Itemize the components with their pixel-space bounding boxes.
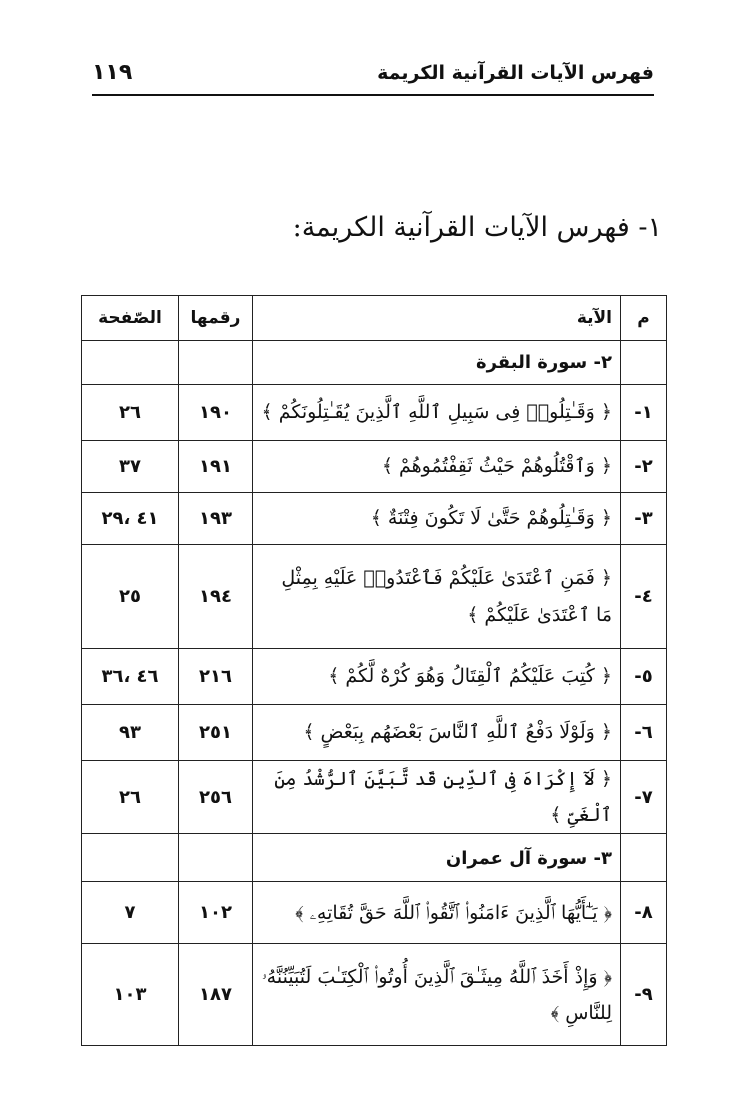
page-cell: ٤١ ،٢٩ [82, 493, 179, 545]
surah-title: ٣- سورة آل عمران [445, 847, 612, 869]
table-header-row [82, 296, 667, 341]
page-cell: ٤٦ ،٣٦ [82, 649, 179, 705]
table-row [82, 882, 667, 944]
page-number: ١١٩ [92, 60, 133, 85]
number-cell: ١٩٣ [179, 493, 253, 545]
verse-cell: ﴿ يَـٰٓأَيُّهَا ٱلَّذِينَ ءَامَنُوا۟ ٱتَّقُوا۟ ٱللَّهَ حَقَّ تُقَاتِهِۦ ﴾ [253, 882, 621, 944]
number-cell: ٢٥٦ [179, 761, 253, 834]
index-cell: ٩- [621, 944, 667, 1046]
column-header-verse: الآية [253, 296, 621, 341]
page-cell: ٢٥ [82, 545, 179, 649]
number-cell [179, 341, 253, 385]
page-cell: ٩٣ [82, 705, 179, 761]
verse-cell: ﴿ لَآ إِكْرَاهَ فِى ٱلدِّينِ قَد تَّبَيَّنَ ٱلرُّشْدُ مِنَ ٱلْغَىِّ ﴾ [253, 761, 621, 834]
number-cell: ١٩٠ [179, 385, 253, 441]
surah-row [82, 834, 667, 882]
index-cell [621, 834, 667, 882]
table-row [82, 493, 667, 545]
table-row [82, 545, 667, 649]
verse-cell: ﴿ وَإِذْ أَخَذَ ٱللَّهُ مِيثَـٰقَ ٱلَّذِينَ أُوتُوا۟ ٱلْكِتَـٰبَ لَتُبَيِّنُنَّهُۥ لِلنَّاسِ ﴾ [253, 944, 621, 1046]
index-cell: ٧- [621, 761, 667, 834]
table-row [82, 944, 667, 1046]
verse-index-table [81, 295, 667, 1046]
page-cell: ١٠٣ [82, 944, 179, 1046]
verse-cell: ﴿ وَٱقْتُلُوهُمْ حَيْثُ ثَقِفْتُمُوهُمْ ﴾ [253, 441, 621, 493]
index-cell [621, 341, 667, 385]
index-cell: ٥- [621, 649, 667, 705]
section-heading: ١- فهرس الآيات القرآنية الكريمة: [292, 212, 662, 243]
number-cell [179, 834, 253, 882]
page-header [92, 56, 654, 96]
index-cell: ٢- [621, 441, 667, 493]
page-cell: ٢٦ [82, 385, 179, 441]
index-cell: ٣- [621, 493, 667, 545]
number-cell: ١٩٤ [179, 545, 253, 649]
page-cell: ٢٦ [82, 761, 179, 834]
column-header-index: م [621, 296, 667, 341]
table-body [82, 341, 667, 1046]
verse-cell: ﴿ وَلَوْلَا دَفْعُ ٱللَّهِ ٱلنَّاسَ بَعْضَهُم بِبَعْضٍ ﴾ [253, 705, 621, 761]
page-cell [82, 341, 179, 385]
page-cell: ٧ [82, 882, 179, 944]
surah-title: ٢- سورة البقرة [475, 352, 612, 374]
surah-title-cell [253, 834, 621, 882]
table-row [82, 441, 667, 493]
verse-cell: ﴿ كُتِبَ عَلَيْكُمُ ٱلْقِتَالُ وَهُوَ كُرْهٌ لَّكُمْ ﴾ [253, 649, 621, 705]
index-cell: ١- [621, 385, 667, 441]
number-cell: ١٨٧ [179, 944, 253, 1046]
verse-cell: ﴿ فَمَنِ ٱعْتَدَىٰ عَلَيْكُمْ فَٱعْتَدُوا۟ عَلَيْهِ بِمِثْلِ مَا ٱعْتَدَىٰ عَلَيْكُمْ ﴾ [253, 545, 621, 649]
verse-cell: ﴿ وَقَـٰتِلُوا۟ فِى سَبِيلِ ٱللَّهِ ٱلَّذِينَ يُقَـٰتِلُونَكُمْ ﴾ [253, 385, 621, 441]
header-title: فهرس الآيات القرآنية الكريمة [377, 62, 654, 84]
column-header-page: الصّفحة [82, 296, 179, 341]
table-row [82, 385, 667, 441]
number-cell: ٢٥١ [179, 705, 253, 761]
index-cell: ٨- [621, 882, 667, 944]
page-cell [82, 834, 179, 882]
index-cell: ٤- [621, 545, 667, 649]
verse-cell: ﴿ وَقَـٰتِلُوهُمْ حَتَّىٰ لَا تَكُونَ فِتْنَةٌ ﴾ [253, 493, 621, 545]
page-cell: ٣٧ [82, 441, 179, 493]
table-row [82, 705, 667, 761]
number-cell: ١٩١ [179, 441, 253, 493]
index-cell: ٦- [621, 705, 667, 761]
number-cell: ١٠٢ [179, 882, 253, 944]
table-row [82, 761, 667, 834]
column-header-number: رقمها [179, 296, 253, 341]
surah-row [82, 341, 667, 385]
table-row [82, 649, 667, 705]
number-cell: ٢١٦ [179, 649, 253, 705]
surah-title-cell [253, 341, 621, 385]
